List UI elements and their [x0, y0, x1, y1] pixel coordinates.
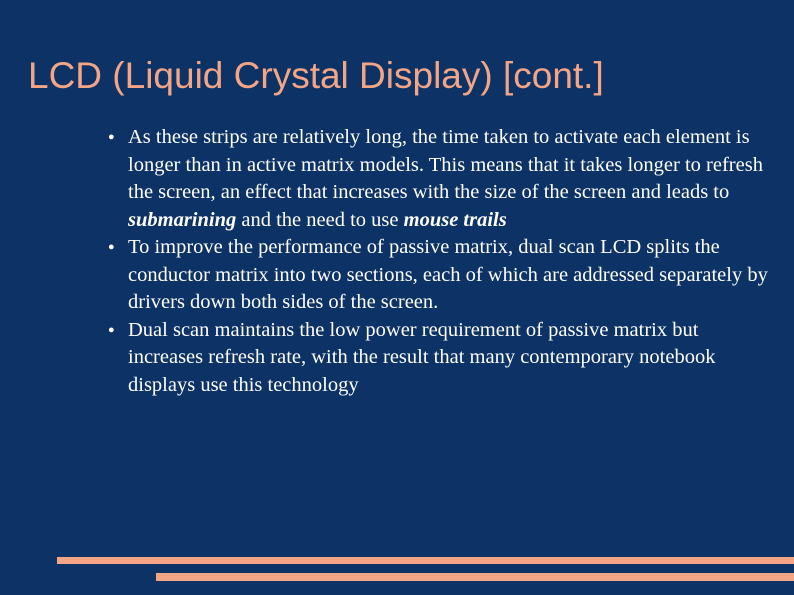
bullet-text: As these strips are relatively long, the time taken to activate each element is longer than in active matrix models. This means that it takes longer to refresh the screen, an effect that increases with the size of the screen and leads to [128, 126, 763, 203]
bullet-text: Dual scan maintains the low power requirement of passive matrix but increases refresh rate, with the result that many contemporary notebook displays use this technology [128, 318, 716, 396]
bullet-item [108, 317, 768, 400]
bullet-text: and the need to use [236, 208, 404, 231]
bullet-item [108, 124, 768, 234]
bullet-dot-icon: ● [108, 131, 115, 143]
decorative-bar-top [57, 557, 794, 564]
emphasis-term: submarining [128, 208, 237, 231]
bullet-list [108, 124, 768, 399]
emphasis-term: mouse trails [403, 208, 507, 231]
slide-title: LCD (Liquid Crystal Display) [cont.] [28, 55, 604, 96]
bullet-dot-icon: ● [108, 241, 115, 253]
bullet-dot-icon: ● [108, 323, 115, 336]
bullet-item [108, 234, 768, 317]
bullet-text: To improve the performance of passive matrix, dual scan LCD splits the conductor matrix into two sections, each of which are addressed separately by drivers down both sides of the screen. [128, 236, 768, 313]
decorative-bar-bottom [156, 573, 794, 581]
